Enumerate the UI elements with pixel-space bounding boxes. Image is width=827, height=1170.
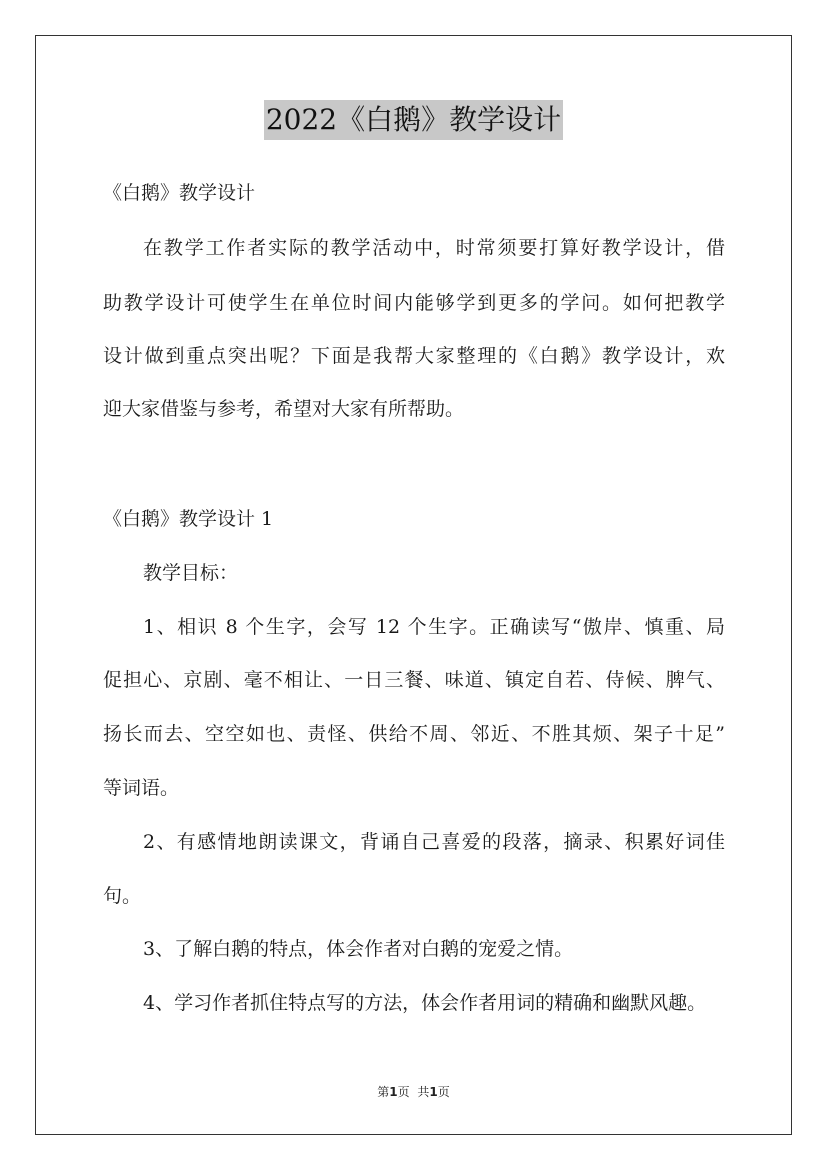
footer-page-unit: 页 xyxy=(397,1085,410,1099)
intro-line-1: 在教学工作者实际的教学活动中，时常须要打算好教学设计，借 xyxy=(143,237,725,259)
objective-3: 3、了解白鹅的特点，体会作者对白鹅的宠爱之情。 xyxy=(143,938,574,960)
objective-4: 4、学习作者抓住特点写的方法，体会作者用词的精确和幽默风趣。 xyxy=(143,992,707,1014)
footer-page-current: 1 xyxy=(389,1085,398,1099)
footer-total-unit: 页 xyxy=(437,1085,450,1099)
objective-1-line-1: 1、相识 8 个生字，会写 12 个生字。正确读写“傲岸、慎重、局 xyxy=(143,616,725,638)
document-title: 2022《白鹅》教学设计 xyxy=(264,100,563,140)
objectives-label: 教学目标： xyxy=(143,562,239,584)
section-heading: 《白鹅》教学设计 1 xyxy=(103,508,274,530)
objective-1-line-4: 等词语。 xyxy=(103,777,180,799)
footer-total-prefix: 共 xyxy=(417,1085,430,1099)
objective-2-line-1: 2、有感情地朗读课文，背诵自己喜爱的段落，摘录、积累好词佳 xyxy=(143,831,725,853)
page-footer xyxy=(0,1084,827,1100)
document-subtitle: 《白鹅》教学设计 xyxy=(103,182,256,204)
intro-line-2: 助教学设计可使学生在单位时间内能够学到更多的学问。如何把教学 xyxy=(103,292,725,314)
title-container xyxy=(0,100,827,140)
footer-page-prefix: 第 xyxy=(377,1085,390,1099)
objective-1-line-3: 扬长而去、空空如也、责怪、供给不周、邻近、不胜其烦、架子十足” xyxy=(103,723,725,745)
objective-2-line-2: 句。 xyxy=(103,885,142,907)
objective-1-line-2: 促担心、京剧、毫不相让、一日三餐、味道、镇定自若、侍候、脾气、 xyxy=(103,669,725,691)
intro-line-4: 迎大家借鉴与参考，希望对大家有所帮助。 xyxy=(103,398,465,420)
footer-page-total: 1 xyxy=(429,1085,438,1099)
intro-line-3: 设计做到重点突出呢？下面是我帮大家整理的《白鹅》教学设计，欢 xyxy=(103,345,725,367)
